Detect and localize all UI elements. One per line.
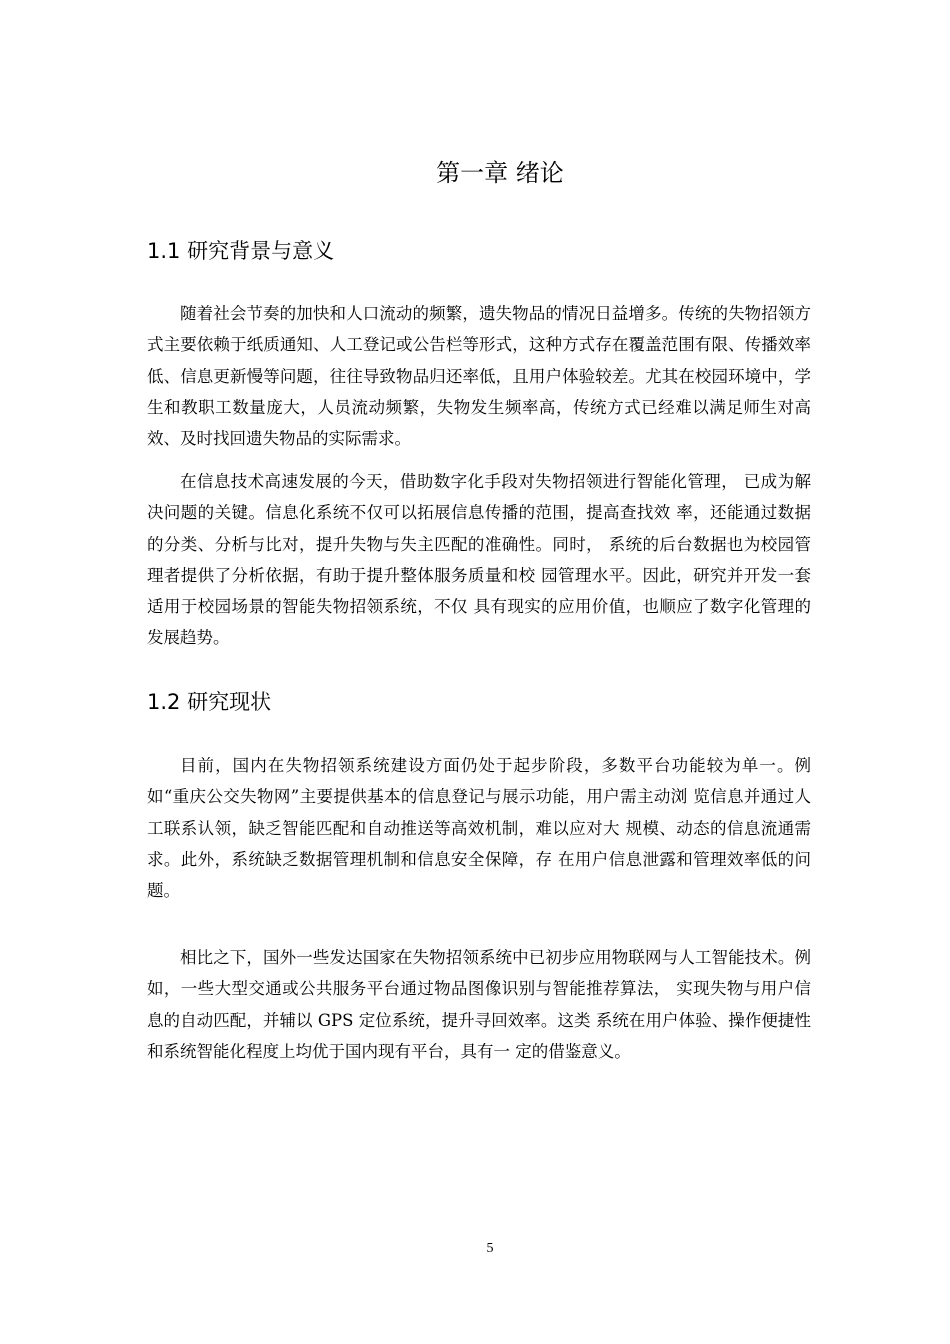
- page-number: 5: [486, 1241, 494, 1256]
- chapter-title: 第一章 绪论: [436, 159, 564, 187]
- paragraph-status-foreign: 相比之下，国外一些发达国家在失物招领系统中已初步应用物联网与人工智能技术。例如，一些大型交通或公共服务平台通过物品图像识别与智能推荐算法， 实现失物与用户信息的自动匹配，并辅以 GPS 定位系统，提升寻回效率。这类 系统在用户体验、操作便捷性和系统智能化程度上均优于国内现有平台，具有一 定的借鉴意义。: [147, 948, 811, 1061]
- paragraph-background-1: 随着社会节奏的加快和人口流动的频繁，遗失物品的情况日益增多。传统的失物招领方式主要依赖于纸质通知、人工登记或公告栏等形式，这种方式存在覆盖范围有限、传播效率低、信息更新慢等问题，往往导致物品归还率低，且用户体验较差。尤其在校园环境中，学生和教职工数量庞大，人员流动频繁，失物发生频率高，传统方式已经难以满足师生对高效、及时找回遗失物品的实际需求。: [147, 304, 811, 449]
- paragraph-background-2: 在信息技术高速发展的今天，借助数字化手段对失物招领进行智能化管理， 已成为解决问题的关键。信息化系统不仅可以拓展信息传播的范围，提高查找效 率，还能通过数据的分类、分析与比对，提升失物与失主匹配的准确性。同时， 系统的后台数据也为校园管理者提供了分析依据，有助于提升整体服务质量和校 园管理水平。因此，研究并开发一套适用于校园场景的智能失物招领系统，不仅 具有现实的应用价值，也顺应了数字化管理的发展趋势。: [147, 472, 811, 648]
- section-heading-research-background: 1.1 研究背景与意义: [147, 239, 335, 263]
- section-heading-research-status: 1.2 研究现状: [147, 690, 272, 714]
- paragraph-status-domestic: 目前，国内在失物招领系统建设方面仍处于起步阶段，多数平台功能较为单一。例如“重庆公交失物网”主要提供基本的信息登记与展示功能，用户需主动浏 览信息并通过人工联系认领，缺乏智能匹配和自动推送等高效机制，难以应对大 规模、动态的信息流通需求。此外，系统缺乏数据管理机制和信息安全保障，存 在用户信息泄露和管理效率低的问题。: [147, 756, 811, 901]
